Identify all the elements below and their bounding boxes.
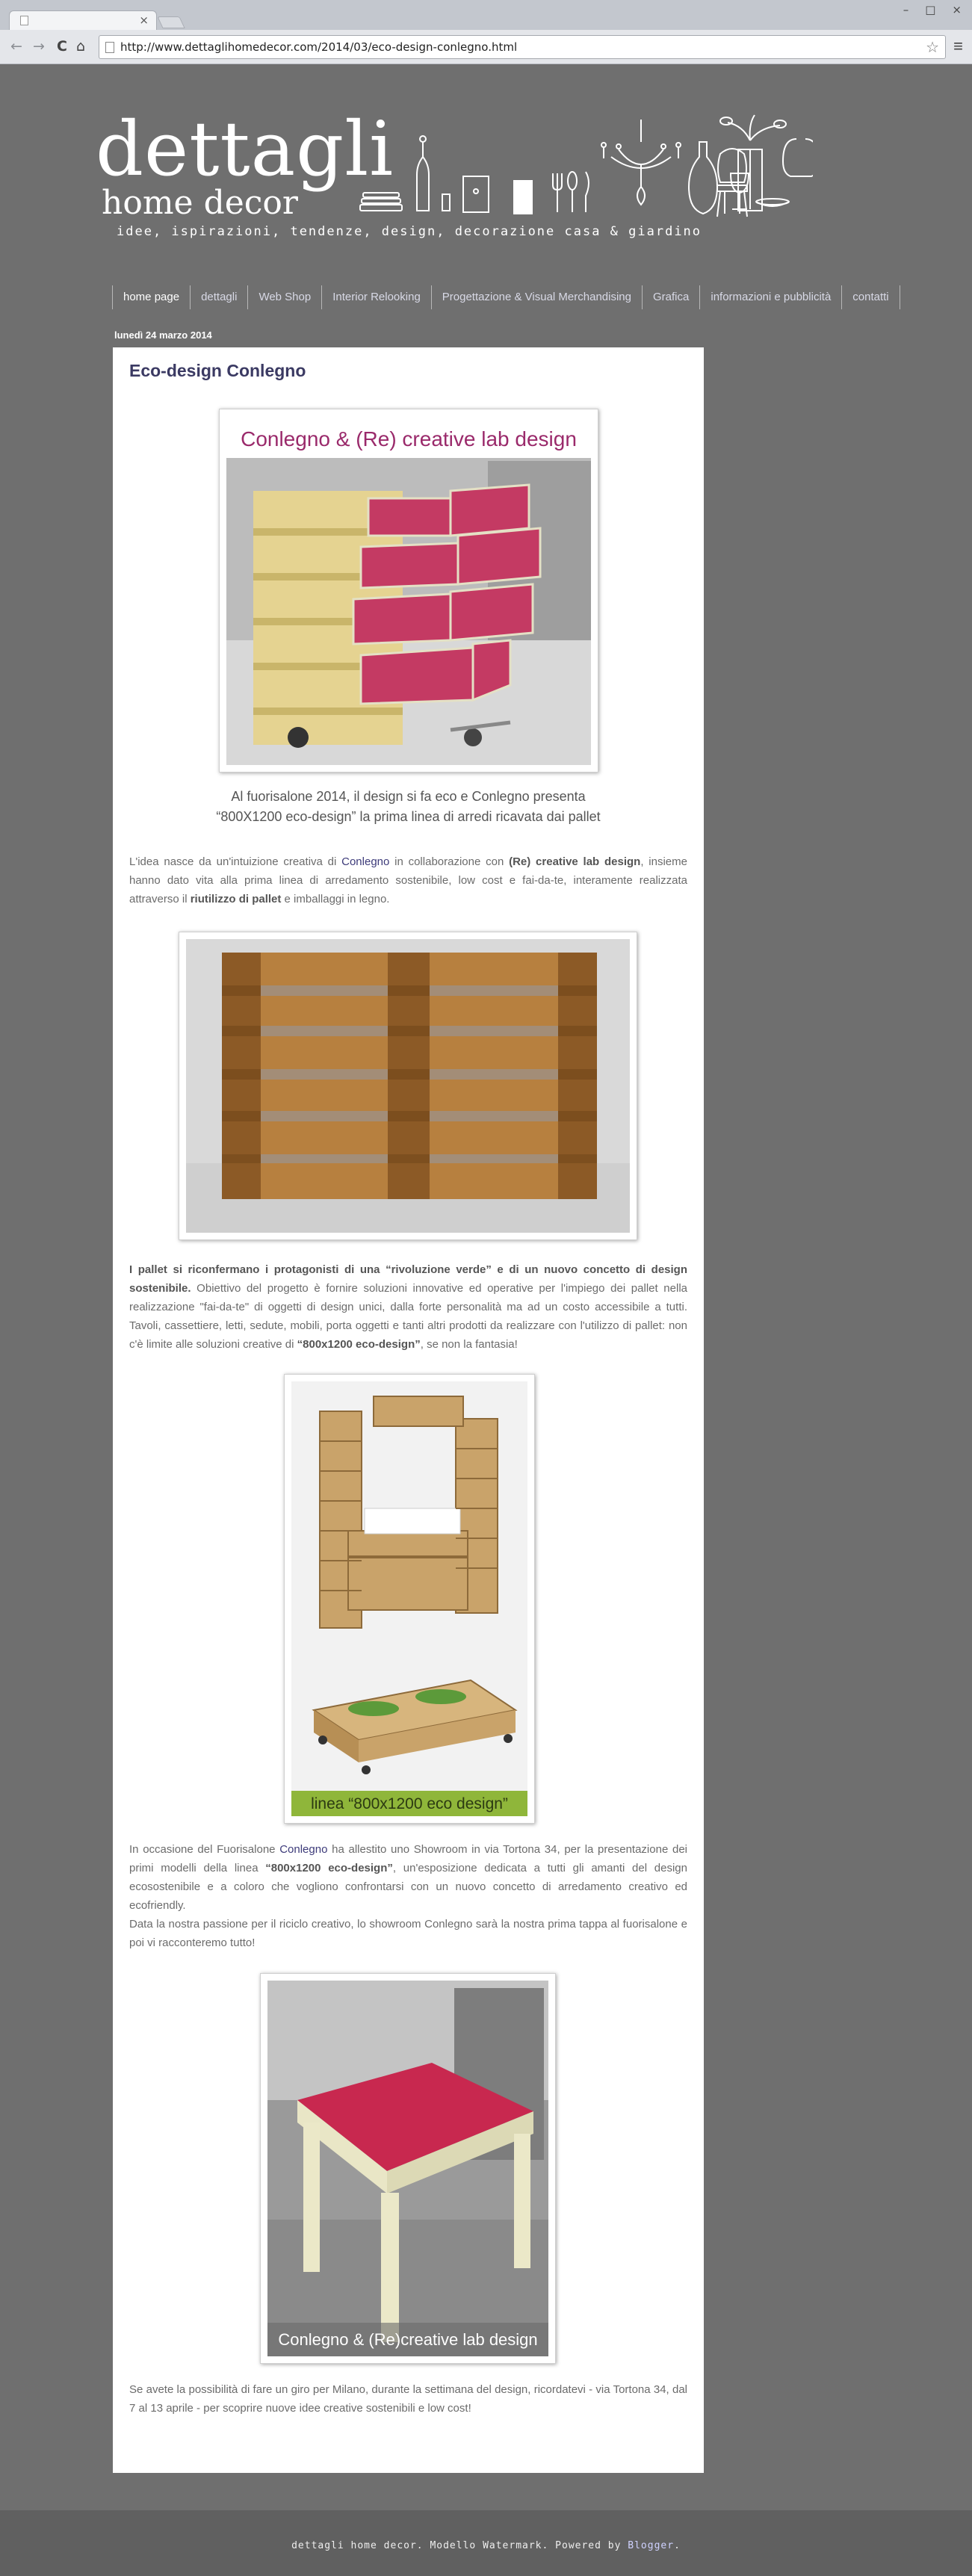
menu-icon[interactable]: ≡ xyxy=(953,37,963,55)
tab-strip xyxy=(0,0,972,30)
post-image-table[interactable] xyxy=(260,1973,556,2364)
post-image-cabinet[interactable] xyxy=(219,409,598,773)
nav-web-shop[interactable]: Web Shop xyxy=(247,285,321,309)
blog-post xyxy=(113,347,704,2473)
nav-grafica[interactable]: Grafica xyxy=(642,285,699,309)
site-tagline: idee, ispirazioni, tendenze, design, decorazione casa & giardino xyxy=(117,224,702,239)
conlegno-link[interactable]: Conlegno xyxy=(341,855,390,868)
reload-icon[interactable]: C xyxy=(57,38,67,55)
site-title[interactable]: dettagli xyxy=(96,105,394,193)
page-icon xyxy=(20,16,28,25)
nav-progettazione[interactable]: Progettazione & Visual Merchandising xyxy=(431,285,642,309)
browser-toolbar xyxy=(0,30,972,64)
bookmark-star-icon[interactable]: ☆ xyxy=(926,40,939,56)
blogger-link[interactable]: Blogger xyxy=(628,2540,675,2551)
post-caption-line-2: “800X1200 eco-design” la prima linea di arredi ricavata dai pallet xyxy=(216,809,601,824)
armchair-image-graphic xyxy=(291,1381,527,1816)
post-paragraph-4: Se avete la possibilità di fare un giro per Milano, durante la settimana del design, ricordatevi - via Tortona 34, dal 7 al 13 aprile - per scoprire nuove idee creative sostenibili e low cost! xyxy=(129,2383,687,2415)
nav-home-page[interactable]: home page xyxy=(112,285,190,309)
nav-informazioni[interactable]: informazioni e pubblicità xyxy=(699,285,841,309)
back-icon[interactable]: ← xyxy=(10,38,22,55)
nav-interior-relooking[interactable]: Interior Relooking xyxy=(321,285,431,309)
site-footer xyxy=(0,2510,972,2576)
nav-dettagli[interactable]: dettagli xyxy=(190,285,247,309)
image-caption-cabinet: Conlegno & (Re) creative lab design xyxy=(241,427,577,451)
post-image-armchair[interactable] xyxy=(284,1374,535,1824)
forward-icon[interactable]: → xyxy=(33,38,45,55)
post-paragraph-1: L'idea nasce da un'intuizione creativa di Conlegno in collaborazione con (Re) creative lab design, insieme hanno dato vita alla prima linea di arredamento sostenibile, low cost e fai-da-te, interamente realizzata attraverso il riutilizzo di pallet e imballaggi in legno. xyxy=(129,855,687,905)
post-paragraph-3: In occasione del Fuorisalone Conlegno ha allestito uno Showroom in via Tortona 34, per la presentazione dei primi modelli della linea “800x1200 eco-design”, un'esposizione dedicata a tutti gli amanti del design ecosostenibile e a coloro che vogliono confrontarsi con un nuovo concetto di arredamento creativo ed ecofriendly. Data la nostra passione per il riciclo creativo, lo showroom Conlegno sarà la nostra prima tappa al fuorisalone e poi vi racconteremo tutto! xyxy=(129,1843,687,1949)
browser-tab[interactable] xyxy=(9,10,157,30)
browser-chrome xyxy=(0,0,972,64)
main-nav xyxy=(112,285,900,309)
image-caption-overlay: Conlegno & (Re)creative lab design xyxy=(278,2330,538,2349)
nav-contatti[interactable]: contatti xyxy=(841,285,900,309)
window-controls xyxy=(903,3,962,16)
maximize-icon[interactable]: □ xyxy=(925,3,936,16)
pallet-image-graphic xyxy=(186,939,630,1233)
post-image-pallet[interactable] xyxy=(179,932,637,1240)
address-bar[interactable] xyxy=(99,35,946,59)
conlegno-link-2[interactable]: Conlegno xyxy=(279,1843,328,1856)
close-window-icon[interactable]: × xyxy=(952,3,962,16)
new-tab-button[interactable] xyxy=(157,16,185,28)
footer-credit: dettagli home decor. Modello Watermark. Powered by Blogger. xyxy=(291,2540,681,2551)
home-icon[interactable]: ⌂ xyxy=(76,38,86,55)
post-caption-line-1: Al fuorisalone 2014, il design si fa eco e Conlegno presenta xyxy=(231,789,586,804)
page-icon xyxy=(105,42,114,53)
close-tab-icon[interactable]: × xyxy=(139,13,149,27)
post-date: lunedì 24 marzo 2014 xyxy=(114,329,212,341)
post-paragraph-2: I pallet si riconfermano i protagonisti di una “rivoluzione verde” e di un nuovo concetto di design sostenibile. Obiettivo del progetto è fornire soluzioni innovative ed operative per l'impiego dei pallet nella realizzazione "fai-da-te" di oggetti di design unici, dalla forte personalità ma ad un costo accessibile a tutti. Tavoli, cassettiere, letti, sedute, mobili, porta oggetti e tanti altri prodotti da realizzare con l'utilizzo di pallet: non c'è limite alle soluzioni creative di “800x1200 eco-design”, se non la fantasia! xyxy=(129,1263,687,1351)
url-text[interactable]: http://www.dettaglihomedecor.com/2014/03/eco-design-conlegno.html xyxy=(120,40,518,54)
image-caption-line: linea “800x1200 eco design” xyxy=(311,1795,508,1812)
site-subtitle: home decor xyxy=(102,184,298,222)
header-chair-illustration xyxy=(710,146,755,221)
cabinet-image-graphic xyxy=(226,416,591,765)
post-title[interactable]: Eco-design Conlegno xyxy=(129,361,306,380)
minimize-icon[interactable]: – xyxy=(903,3,909,16)
table-image-graphic xyxy=(267,1981,548,2356)
